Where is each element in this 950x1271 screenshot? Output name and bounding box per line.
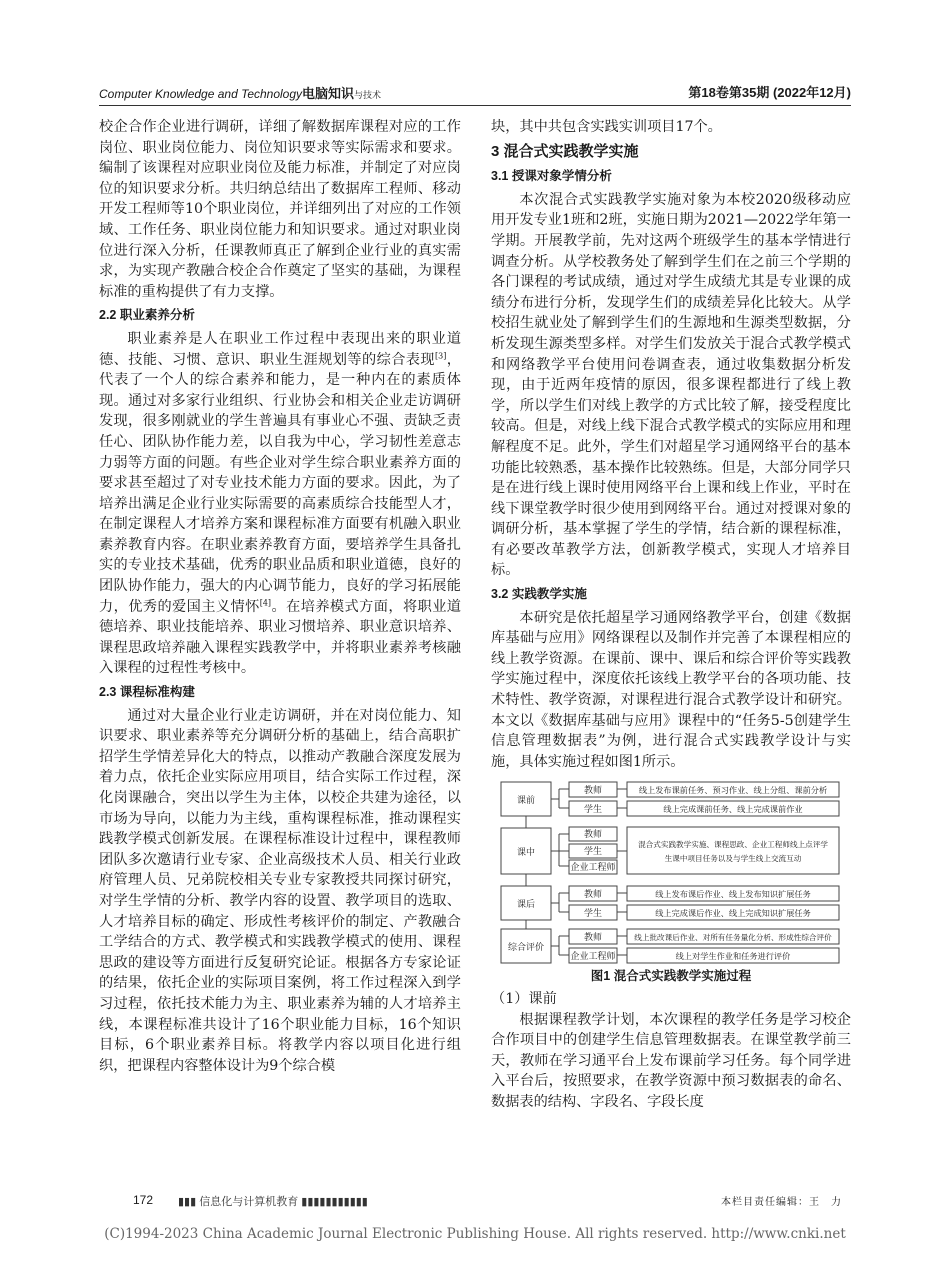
page-number: 172: [133, 1193, 154, 1207]
subheading-pre-class: （1）课前: [491, 991, 557, 1007]
journal-title-en: Computer Knowledge and Technology: [99, 87, 303, 101]
section-heading-3: 3 混合式实践教学实施: [491, 142, 639, 160]
paragraph-2-part-c: 。在培养模式方面，将职业道德培养、职业技能培养、职业习惯培养、职业意识培养、课程思政培养融入课程实践教学中，并将职业素养考核融入课程的过程性考核中。: [99, 598, 461, 677]
citation-4[interactable]: [4]: [259, 597, 272, 607]
column-name: ▮▮▮ 信息化与计算机教育 ▮▮▮▮▮▮▮▮▮▮▮: [178, 1196, 368, 1208]
stage-label-eval: 综合评价: [507, 942, 545, 953]
editor-note: 本栏目责任编辑：王 力: [721, 1197, 842, 1208]
role-label-pre-student: 学生: [583, 804, 603, 815]
task-label-mid-line1: 混合式实践教学实施、课程思政、企业工程师线上点评学: [638, 840, 828, 850]
flowchart-svg: [497, 776, 847, 964]
task-label-mid-line2: 生课中项目任务以及与学生线上交流互动: [664, 854, 802, 864]
task-label-eval-teacher: 线上批改课后作业、对所有任务量化分析、形成性综合评价: [634, 933, 832, 943]
flowchart-labels: [508, 784, 832, 961]
task-label-post-teacher: 线上发布课后作业、线上发布知识扩展任务: [655, 890, 811, 900]
right-paragraph-1: 块，其中共包含实践实训项目17个。: [491, 119, 722, 135]
issue-info: 第18卷第35期 (2022年12月): [688, 85, 851, 100]
task-box-mid: [627, 827, 839, 874]
role-label-eval-teacher: 教师: [583, 932, 603, 943]
stage-label-mid: 课中: [516, 847, 536, 858]
right-paragraph-3-1: 本次混合式实践教学实施对象为本校2020级移动应用开发专业1班和2班，实施日期为2021—2022学年第一学期。开展教学前，先对这两个班级学生的基本学情进行调查分析。从学校教务处了解到学生们在之前三个学期的各门课程的考试成绩，通过对学生成绩尤其是专业课的成绩分布进行分析，发现学生们的成绩差异化比较大。从学校招生就业处了解到学生们的生源地和生源类型数据，分析发现生源类型多样。对学生们发放关于混合式教学模式和网络教学平台使用问卷调查表，通过收集数据分析发现，由于近两年疫情的原因，很多课程都进行了线上教学，所以学生们对线上教学的方式比较了解，接受程度比较高。但是，对线上线下混合式教学模式的实际应用和理解程度不足。此外，学生们对超星学习通网络平台的基本功能比较熟悉，基本操作比较熟练。但是，大部分同学只是在进行线上课时使用网络平台上课和线上作业，平时在线下课堂教学时很少使用到网络平台。通过对授课对象的调研分析，基本掌握了学生的学情，结合新的课程标准，有必要改革教学方法，创新教学模式，实现人才培养目标。: [491, 191, 851, 579]
section-heading-2-3: 2.3 课程标准构建: [99, 685, 195, 700]
role-label-mid-engineer: 企业工程师: [570, 862, 616, 873]
task-label-eval-engineer: 线上对学生作业和任务进行评价: [675, 952, 791, 962]
citation-3[interactable]: [3]: [435, 350, 447, 360]
role-label-post-teacher: 教师: [583, 889, 603, 900]
paragraph-2-part-b: ，代表了一个人的综合素养和能力，是一种内在的素质体现。通过对多家行业组织、行业协会和相关企业走访调研发现，很多刚就业的学生普遍具有事业心不强、责缺乏责任心、团队协作能力差，以自我为中心，学习韧性差意志力弱等方面的问题。有些企业对学生综合职业素养方面的要求甚至超过了对专业技术能力方面的要求。因此，为了培养出满足企业行业实际需要的高素质综合技能型人才，在制定课程人才培养方案和课程标准方面要有机融入职业素养教育内容。在职业素养教育方面，要培养学生具备扎实的专业技术基础，优秀的职业品质和职业道德，良好的团队协作能力，强大的内心调节能力，良好的学习拓展能力，优秀的爱国主义情怀: [99, 351, 461, 615]
right-column: [491, 117, 851, 1113]
section-heading-3-2: 3.2 实践教学实施: [491, 587, 587, 602]
stage-label-post: 课后: [516, 899, 536, 910]
role-label-mid-teacher: 教师: [583, 829, 603, 840]
left-column: [99, 117, 461, 1076]
left-paragraph-2: [99, 329, 461, 679]
left-paragraph-1: 校企合作企业进行调研，详细了解数据库课程对应的工作岗位、职业岗位能力、岗位知识要求等实际需求和要求。编制了该课程对应职业岗位及能力标准，并制定了对应岗位的知识要求分析。共归纳总结出了数据库工程师、移动开发工程师等10个职业岗位，并详细列出了对应的工作领域、工作任务、职业岗位能力和知识要求。通过对职业岗位进行深入分析，任课教师真正了解到企业行业的真实需求，为实现产教融合校企合作奠定了坚实的基础，为课程标准的重构提供了有力支撑。: [99, 119, 461, 300]
right-paragraph-pre-class: 根据课程教学计划，本次课程的教学任务是学习校企合作项目中的创建学生信息管理数据表。在课堂教学前三天，教师在学习通平台上发布课前学习任务。每个同学进入平台后，按照要求，在教学资源中预习数据表的命名、数据表的结构、字段名、字段长度: [491, 1011, 851, 1110]
role-label-post-student: 学生: [583, 908, 603, 919]
role-label-mid-student: 学生: [583, 846, 603, 857]
task-label-pre-student: 线上完成课前任务、线上完成课前作业: [663, 805, 803, 815]
task-label-pre-teacher: 线上发布课前任务、预习作业、线上分组、课前分析: [638, 786, 828, 796]
task-label-post-student: 线上完成课后作业、线上完成知识扩展任务: [655, 909, 811, 919]
role-label-eval-engineer: 企业工程师: [570, 951, 616, 962]
stage-label-pre: 课前: [516, 795, 536, 806]
left-paragraph-3: 通过对大量企业行业走访调研，并在对岗位能力、知识要求、职业素养等充分调研分析的基础上，结合高职扩招学生学情差异化大的特点，以推动产教融合深度发展为着力点，依托企业实际应用项目，结合实际工作过程，深化岗课融合，突出以学生为主体，以校企共建为途径，以市场为导向，以能力为主线，重构课程标准，推动课程实践教学模式创新发展。在课程标准设计过程中，课程教师团队多次邀请行业专家、企业高级技术人员、相关行业政府管理人员、兄弟院校相关专业专家教授共同探讨研究，对学生学情的分析、教学内容的设置、教学项目的选取、人才培养目标的确定、形成性考核评价的制定、产教融合工学结合的方式、教学模式和实践教学模式的使用、课程思政的建设等方面进行反复研究论证。根据各方专家论证的结果，依托企业的实际项目案例，将工作过程深入到学习过程，依托技术能力为主、职业素养为辅的人才培养主线，本课程标准共设计了16个职业能力目标，16个知识目标，6个职业素养目标。将教学内容以项目化进行组织，把课程内容整体设计为9个综合模: [99, 707, 461, 1074]
journal-title-cn: 电脑知识: [302, 86, 355, 101]
journal-header: [99, 83, 381, 102]
header-rule: [99, 105, 851, 106]
figure-1-flowchart: [497, 776, 847, 964]
role-label-pre-teacher: 教师: [583, 785, 603, 796]
section-heading-2-2: 2.2 职业素养分析: [99, 308, 195, 323]
figure-1-caption: 图1 混合式实践教学实施过程: [590, 969, 752, 984]
journal-title-sub: 与技术: [354, 90, 382, 100]
paragraph-2-part-a: 职业素养是人在职业工作过程中表现出来的职业道德、技能、习惯、意识、职业生涯规划等的综合表现: [99, 330, 461, 368]
section-heading-3-1: 3.1 授课对象学情分析: [491, 169, 612, 184]
right-paragraph-3-2: 本研究是依托超星学习通网络教学平台，创建《数据库基础与应用》网络课程以及制作并完善了本课程相应的线上教学资源。在课前、课中、课后和综合评价等实践教学实施过程中，深度依托该线上教学平台的各项功能、技术特性、教学资源，对课程进行混合式教学设计和研究。本文以《数据库基础与应用》课程中的“任务5-5创建学生信息管理数据表”为例，进行混合式实践教学设计与实施，具体实施过程如图1所示。: [491, 609, 851, 770]
copyright-line: (C)1994-2023 China Academic Journal Electronic Publishing House. All rights reserved. http://www.cnki.net: [104, 1226, 846, 1242]
